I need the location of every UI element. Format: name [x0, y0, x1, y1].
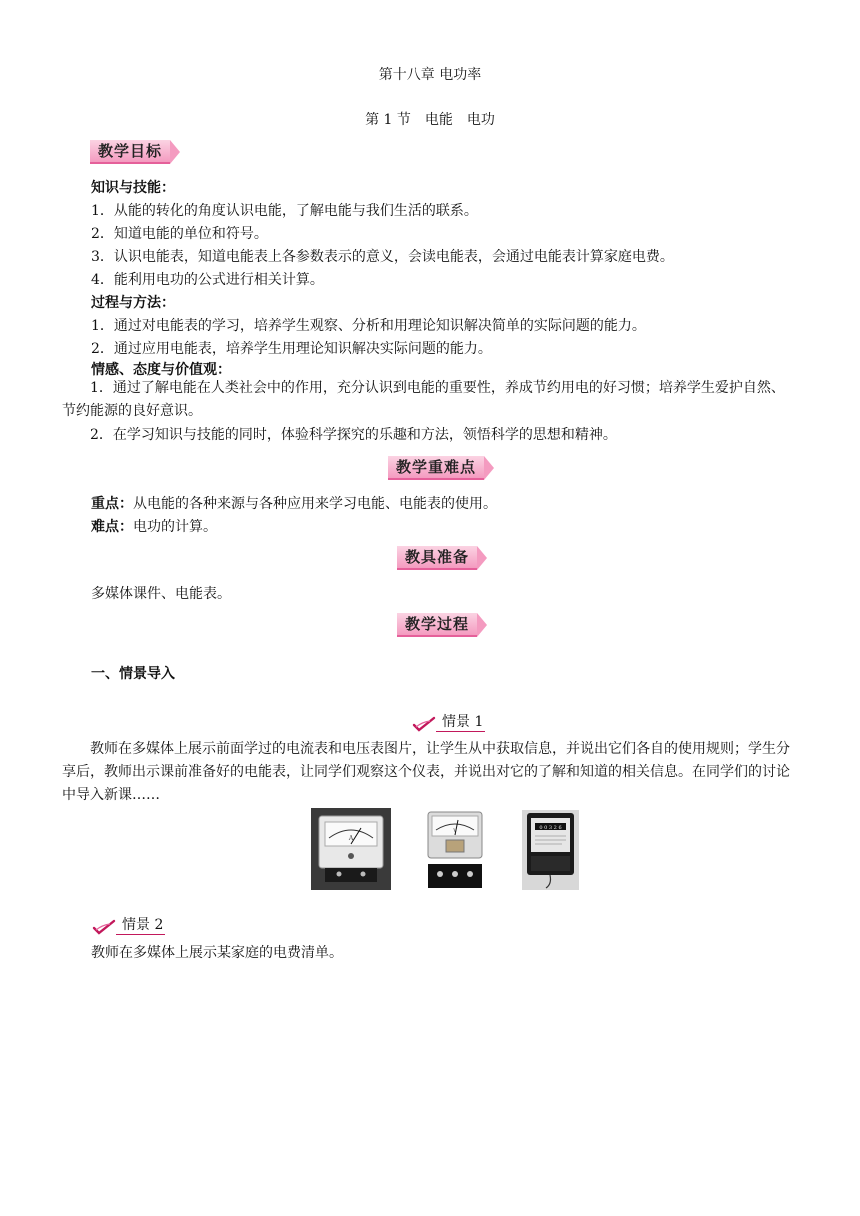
scene1-label: 情景 1 — [436, 711, 485, 732]
scene2-text: 教师在多媒体上展示某家庭的电费清单。 — [91, 945, 343, 961]
key-text: 从电能的各种来源与各种应用来学习电能、电能表的使用。 — [133, 496, 497, 512]
pen-check-icon — [92, 919, 116, 935]
emotion-item: 2．在学习知识与技能的同时，体验科学探究的乐趣和方法，领悟科学的思想和精神。 — [90, 427, 617, 443]
materials-banner — [397, 546, 487, 570]
pen-check-icon — [412, 716, 436, 732]
key-point-line — [91, 493, 497, 513]
scene1-marker — [412, 711, 485, 732]
difficult-point-line — [91, 516, 217, 536]
banner-arrow-icon — [170, 140, 180, 164]
energy-meter-photo — [522, 810, 579, 890]
emotion-heading: 情感、态度与价值观： — [91, 362, 231, 378]
key-label: 重点： — [91, 496, 133, 512]
process-label: 教学过程 — [397, 613, 477, 637]
banner-arrow-icon — [477, 546, 487, 570]
banner-arrow-icon — [477, 613, 487, 637]
knowledge-item: 3．认识电能表，知道电能表上各参数表示的意义，会读电能表，会通过电能表计算家庭电费。 — [91, 249, 674, 265]
difficult-label: 难点： — [91, 519, 133, 535]
knowledge-heading: 知识与技能： — [91, 180, 175, 196]
key-points-label: 教学重难点 — [388, 456, 484, 480]
process-heading: 过程与方法： — [91, 295, 175, 311]
svg-text:A: A — [348, 835, 354, 842]
process-banner — [397, 613, 487, 637]
difficult-text: 电功的计算。 — [133, 519, 217, 535]
process-item: 2．通过应用电能表，培养学生用理论知识解决实际问题的能力。 — [91, 341, 492, 357]
emotion-item: 1．通过了解电能在人类社会中的作用，充分认识到电能的重要性，养成节约用电的好习惯；培养学生爱护自然、节约能源的良好意识。 — [62, 380, 785, 419]
teaching-goals-banner — [90, 140, 180, 164]
svg-text:0 0 3 2 6: 0 0 3 2 6 — [539, 825, 562, 831]
materials-label: 教具准备 — [397, 546, 477, 570]
scene2-label: 情景 2 — [116, 914, 165, 935]
banner-arrow-icon — [484, 456, 494, 480]
scene1-text: 教师在多媒体上展示前面学过的电流表和电压表图片，让学生从中获取信息，并说出它们各自的使用规则；学生分享后，教师出示课前准备好的电能表，让同学们观察这个仪表，并说出对它的了解和知道的相关信息。在同学们的讨论中导入新课…… — [62, 741, 790, 803]
ammeter-photo — [311, 808, 391, 890]
section-title: 第 1 节 电能 电功 — [365, 112, 495, 128]
section1-heading: 一、情景导入 — [91, 666, 175, 682]
key-points-banner — [388, 456, 494, 480]
voltmeter-photo — [424, 808, 486, 890]
knowledge-item: 4．能利用电功的公式进行相关计算。 — [91, 272, 324, 288]
teaching-goals-label: 教学目标 — [90, 140, 170, 164]
materials-text: 多媒体课件、电能表。 — [91, 586, 231, 602]
process-item: 1．通过对电能表的学习，培养学生观察、分析和用理论知识解决简单的实际问题的能力。 — [91, 318, 646, 334]
svg-text:V: V — [453, 828, 457, 834]
scene2-marker — [92, 914, 165, 935]
knowledge-item: 2．知道电能的单位和符号。 — [91, 226, 268, 242]
chapter-title: 第十八章 电功率 — [378, 67, 482, 83]
knowledge-item: 1．从能的转化的角度认识电能，了解电能与我们生活的联系。 — [91, 203, 478, 219]
